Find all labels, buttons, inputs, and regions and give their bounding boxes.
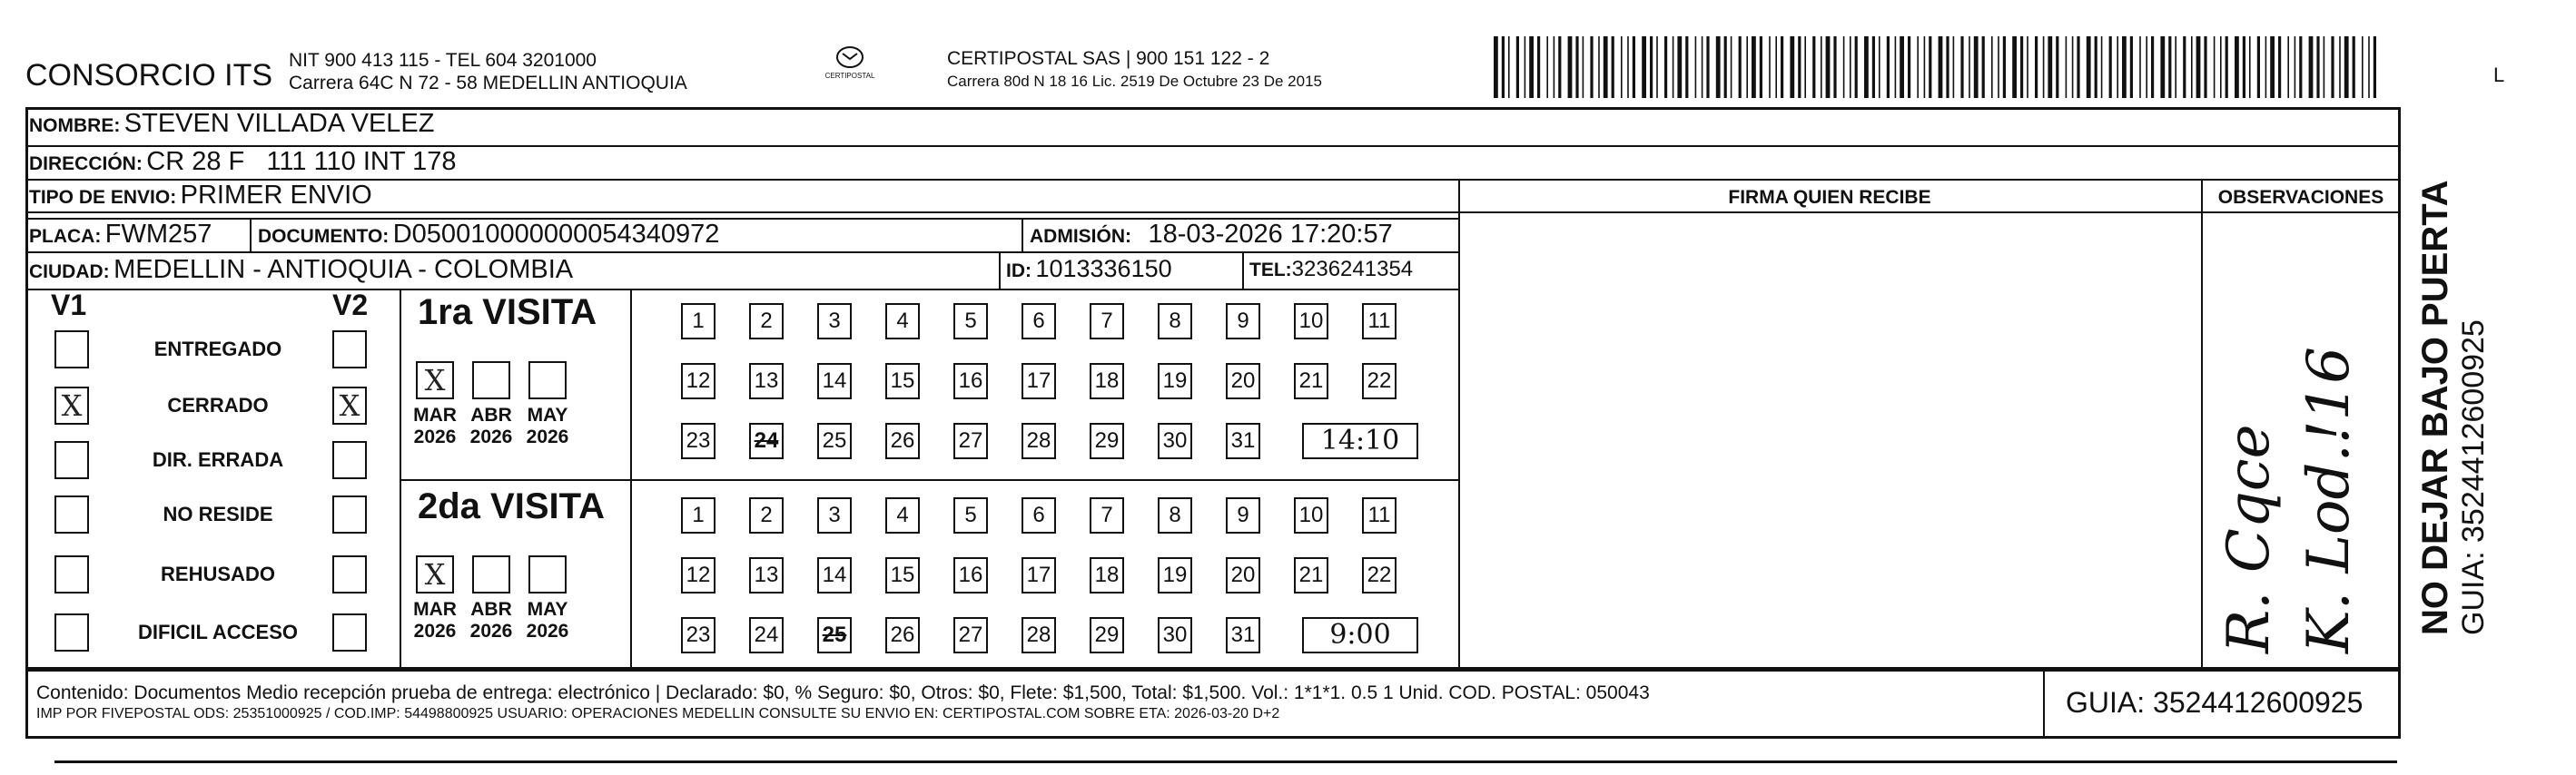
plate-label: PLACA: xyxy=(29,226,102,247)
barcode-bar xyxy=(1673,36,1674,98)
barcode-bar xyxy=(2043,36,2045,98)
barcode-bar xyxy=(1953,36,1955,98)
barcode-bar xyxy=(2035,36,2038,98)
barcode-bar xyxy=(1974,36,1979,98)
barcode-bar xyxy=(2077,36,2079,98)
day-box[interactable]: 29 xyxy=(1090,617,1124,653)
barcode-bar xyxy=(2048,36,2052,98)
barcode xyxy=(1494,36,2379,98)
day-box[interactable]: 15 xyxy=(885,363,920,399)
barcode-bar xyxy=(2160,36,2165,98)
shipment-type-label: TIPO DE ENVIO: xyxy=(29,187,177,208)
day-box[interactable]: 6 xyxy=(1022,497,1056,534)
day-box[interactable]: 14 xyxy=(817,363,852,399)
month-checkbox[interactable] xyxy=(528,555,567,594)
barcode-bar xyxy=(1685,36,1688,98)
logo-text: CERTIPOSTAL xyxy=(824,72,875,80)
recipient-name-row xyxy=(29,109,434,139)
barcode-bar xyxy=(1826,36,1831,98)
barcode-bar xyxy=(2220,36,2222,98)
day-box[interactable]: 24 xyxy=(749,617,784,653)
barcode-bar xyxy=(1695,36,1697,98)
day-box[interactable]: 18 xyxy=(1090,557,1124,594)
day-box[interactable]: 3 xyxy=(817,497,852,534)
barcode-bar xyxy=(2339,36,2341,98)
barcode-bar xyxy=(1529,36,1534,98)
address-row xyxy=(29,147,457,177)
city-field xyxy=(29,255,573,285)
address-label: DIRECCIÓN: xyxy=(29,153,143,174)
day-box[interactable]: 28 xyxy=(1022,423,1056,459)
day-box[interactable]: 10 xyxy=(1294,303,1328,339)
day-box[interactable]: 17 xyxy=(1022,363,1056,399)
day-box[interactable]: 15 xyxy=(885,557,920,594)
barcode-bar xyxy=(1929,36,1931,98)
tel-field xyxy=(1249,257,1413,282)
day-box[interactable]: 14 xyxy=(817,557,852,594)
barcode-bar xyxy=(2027,36,2028,98)
barcode-bar xyxy=(1781,36,1783,98)
company-address: Carrera 64C N 72 - 58 MEDELLIN ANTIOQUIA xyxy=(289,73,687,93)
barcode-bar xyxy=(1621,36,1623,98)
city-label: CIUDAD: xyxy=(29,261,110,282)
day-box[interactable]: 26 xyxy=(885,617,920,653)
month-name: MAR xyxy=(413,599,457,620)
day-box[interactable]: 17 xyxy=(1022,557,1056,594)
day-box[interactable]: 31 xyxy=(1226,617,1260,653)
day-box[interactable]: 12 xyxy=(681,363,716,399)
barcode-bar xyxy=(1554,36,1555,98)
barcode-bar xyxy=(2095,36,2097,98)
barcode-bar xyxy=(2235,36,2239,98)
barcode-bar xyxy=(1604,36,1608,98)
barcode-bar xyxy=(2344,36,2349,98)
v2-checkbox[interactable] xyxy=(332,555,367,594)
status-label: DIR. ERRADA xyxy=(152,448,284,471)
id-label: ID: xyxy=(1006,260,1031,281)
footer-guia: GUIA: 3524412600925 xyxy=(2066,686,2364,719)
month-label xyxy=(466,405,517,448)
day-box[interactable]: 9 xyxy=(1226,497,1260,534)
barcode-bar xyxy=(1982,36,1985,98)
admission-label: ADMISIÓN: xyxy=(1030,226,1131,247)
day-box[interactable]: 16 xyxy=(953,557,988,594)
barcode-bar xyxy=(2101,36,2103,98)
day-box[interactable]: 8 xyxy=(1158,497,1192,534)
barcode-bar xyxy=(1642,36,1646,98)
barcode-bar xyxy=(1546,36,1548,98)
barcode-bar xyxy=(1900,36,1904,98)
barcode-bar xyxy=(1879,36,1880,98)
month-year: 2026 xyxy=(469,427,513,447)
side-guia: GUIA: 3524412600925 xyxy=(2456,319,2491,635)
address-value: CR 28 F 111 110 INT 178 xyxy=(146,147,457,176)
month-name: MAY xyxy=(527,599,568,620)
barcode-bar xyxy=(1821,36,1822,98)
barcode-bar xyxy=(1516,36,1519,98)
barcode-bar xyxy=(1850,36,1851,98)
admission-field xyxy=(1030,220,1393,250)
day-box[interactable]: 11 xyxy=(1362,497,1397,534)
status-label: CERRADO xyxy=(167,394,269,417)
day-box[interactable]: 27 xyxy=(953,423,988,459)
barcode-bar xyxy=(2265,36,2267,98)
barcode-bar xyxy=(2130,36,2133,98)
barcode-bar xyxy=(1908,36,1910,98)
day-box[interactable]: 21 xyxy=(1294,363,1328,399)
day-box[interactable]: 22 xyxy=(1362,363,1397,399)
barcode-bar xyxy=(1724,36,1727,98)
barcode-bar xyxy=(2003,36,2006,98)
barcode-bar xyxy=(2353,36,2355,98)
barcode-bar xyxy=(2257,36,2260,98)
id-field xyxy=(1006,255,1172,283)
tel-value: 3236241354 xyxy=(1291,257,1414,281)
day-box[interactable]: 3 xyxy=(817,303,852,339)
admission-value: 18-03-2026 17:20:57 xyxy=(1148,220,1393,249)
visit-title: 1ra VISITA xyxy=(418,292,597,332)
day-box[interactable]: 9 xyxy=(1226,303,1260,339)
observations-header: OBSERVACIONES xyxy=(2217,187,2384,208)
barcode-bar xyxy=(2139,36,2141,98)
barcode-bar xyxy=(2204,36,2206,98)
barcode-bar xyxy=(1702,36,1703,98)
v2-checkbox[interactable] xyxy=(332,613,367,652)
v1-checkbox[interactable] xyxy=(54,495,89,534)
barcode-bar xyxy=(2368,36,2370,98)
barcode-bar xyxy=(1746,36,1748,98)
barcode-bar xyxy=(2191,36,2193,98)
barcode-bar xyxy=(1798,36,1801,98)
barcode-bar xyxy=(2249,36,2251,98)
barcode-bar xyxy=(2146,36,2147,98)
day-box[interactable]: 10 xyxy=(1294,497,1328,534)
handwritten-observation-1: R. Cqce xyxy=(2216,424,2283,653)
barcode-bar xyxy=(2012,36,2017,98)
barcode-bar xyxy=(1924,36,1926,98)
day-box[interactable]: 23 xyxy=(681,617,716,653)
company-contact xyxy=(289,49,687,94)
day-box[interactable]: 2 xyxy=(749,497,784,534)
v2-checkbox[interactable] xyxy=(332,495,367,534)
month-label xyxy=(410,599,460,643)
day-box[interactable]: 2 xyxy=(749,303,784,339)
month-name: ABR xyxy=(470,405,512,426)
barcode-bar xyxy=(2183,36,2186,98)
barcode-bar xyxy=(1525,36,1526,98)
day-box[interactable]: 4 xyxy=(885,497,920,534)
barcode-bar xyxy=(1568,36,1573,98)
city-value: MEDELLIN - ANTIOQUIA - COLOMBIA xyxy=(114,255,574,284)
barcode-bar xyxy=(1960,36,1963,98)
day-box[interactable]: 1 xyxy=(681,497,716,534)
barcode-bar xyxy=(1939,36,1943,98)
visit-time[interactable]: 9:00 xyxy=(1302,617,1418,653)
barcode-bar xyxy=(1769,36,1771,98)
day-box[interactable]: 7 xyxy=(1090,497,1124,534)
day-box[interactable]: 20 xyxy=(1226,363,1260,399)
month-label xyxy=(522,405,573,448)
v1-checkbox[interactable] xyxy=(54,613,89,652)
barcode-bar xyxy=(1872,36,1875,98)
status-label: NO RESIDE xyxy=(163,503,273,525)
month-year: 2026 xyxy=(469,621,513,642)
month-year: 2026 xyxy=(413,427,457,447)
barcode-bar xyxy=(1804,36,1806,98)
day-box[interactable]: 7 xyxy=(1090,303,1124,339)
status-label: DIFICIL ACCESO xyxy=(137,621,298,643)
barcode-bar xyxy=(1583,36,1584,98)
status-label: REHUSADO xyxy=(161,563,275,585)
barcode-bar xyxy=(1677,36,1682,98)
barcode-bar xyxy=(1812,36,1815,98)
barcode-bar xyxy=(2295,36,2296,98)
barcode-bar xyxy=(2362,36,2364,98)
month-year: 2026 xyxy=(526,621,569,642)
certipostal-info xyxy=(947,47,1322,93)
day-box[interactable]: 31 xyxy=(1226,423,1260,459)
day-box[interactable]: 20 xyxy=(1226,557,1260,594)
barcode-bar xyxy=(1706,36,1709,98)
barcode-bar xyxy=(1991,36,1993,98)
status-label: ENTREGADO xyxy=(153,338,282,360)
day-box[interactable]: 11 xyxy=(1362,303,1397,339)
barcode-bar xyxy=(2243,36,2245,98)
barcode-bar xyxy=(2175,36,2176,98)
shipment-type-row xyxy=(29,181,372,211)
recipient-name: STEVEN VILLADA VELEZ xyxy=(123,109,435,138)
day-box[interactable]: 25 xyxy=(817,617,852,653)
month-name: MAR xyxy=(413,405,457,426)
month-label xyxy=(522,599,573,643)
barcode-bar xyxy=(2270,36,2275,98)
barcode-bar xyxy=(2020,36,2023,98)
barcode-bar xyxy=(1650,36,1653,98)
envelope-icon xyxy=(834,45,865,69)
day-box[interactable]: 8 xyxy=(1158,303,1192,339)
day-box[interactable]: 22 xyxy=(1362,557,1397,594)
barcode-bar xyxy=(1612,36,1614,98)
day-box[interactable]: 21 xyxy=(1294,557,1328,594)
plate-value: FWM257 xyxy=(104,220,212,249)
day-box[interactable]: 6 xyxy=(1022,303,1056,339)
barcode-bar xyxy=(2299,36,2302,98)
barcode-bar xyxy=(1627,36,1629,98)
company-name: CONSORCIO ITS xyxy=(25,58,273,93)
barcode-bar xyxy=(1998,36,1999,98)
barcode-bar xyxy=(1843,36,1845,98)
barcode-bar xyxy=(2331,36,2334,98)
day-box[interactable]: 27 xyxy=(953,617,988,653)
v2-checkbox[interactable] xyxy=(332,330,367,368)
day-box[interactable]: 28 xyxy=(1022,617,1056,653)
barcode-bar xyxy=(1502,36,1505,98)
document-value: D050010000000054340972 xyxy=(392,220,720,249)
barcode-bar xyxy=(1598,36,1600,98)
id-value: 1013336150 xyxy=(1035,255,1172,282)
month-label xyxy=(466,599,517,643)
barcode-bar xyxy=(1633,36,1635,98)
barcode-bar xyxy=(1887,36,1890,98)
document-field xyxy=(258,220,719,250)
month-checkbox[interactable] xyxy=(472,555,510,594)
barcode-bar xyxy=(1664,36,1667,98)
day-box[interactable]: 4 xyxy=(885,303,920,339)
day-box[interactable]: 30 xyxy=(1158,423,1192,459)
day-box[interactable]: 30 xyxy=(1158,617,1192,653)
day-box[interactable]: 13 xyxy=(749,557,784,594)
barcode-bar xyxy=(2278,36,2281,98)
v2-checkbox[interactable] xyxy=(332,441,367,479)
recipient-name-label: NOMBRE: xyxy=(29,115,121,136)
month-checkbox[interactable]: X xyxy=(416,361,454,399)
day-box[interactable]: 24 xyxy=(749,423,784,459)
barcode-bar xyxy=(2287,36,2289,98)
month-name: MAY xyxy=(527,405,568,426)
barcode-bar xyxy=(1946,36,1949,98)
barcode-bar xyxy=(1494,36,1498,98)
certipostal-logo xyxy=(823,45,877,81)
v1-checkbox[interactable] xyxy=(54,555,89,594)
footer-content: Contenido: Documentos Medio recepción prueba de entrega: electrónico | Declarado: $0, % Seguro: $0, Otros: $0, Flete: $1,500, Total: $1,500. Vol.: 1*1*1. 0.5 1 Unid. COD. POSTAL: 050043 xyxy=(36,682,1650,703)
certipostal-line: CERTIPOSTAL SAS | 900 151 122 - 2 xyxy=(947,48,1270,69)
day-box[interactable]: 29 xyxy=(1090,423,1124,459)
day-box[interactable]: 16 xyxy=(953,363,988,399)
day-box[interactable]: 25 xyxy=(817,423,852,459)
barcode-bar xyxy=(2374,36,2376,98)
barcode-bar xyxy=(1590,36,1593,98)
barcode-bar xyxy=(1775,36,1777,98)
barcode-bar xyxy=(2122,36,2127,98)
plate-field xyxy=(29,220,212,250)
v1-checkbox[interactable] xyxy=(54,441,89,479)
side-notice xyxy=(2415,180,2492,635)
barcode-bar xyxy=(1790,36,1794,98)
barcode-bar xyxy=(1558,36,1561,98)
barcode-bar xyxy=(1508,36,1510,98)
barcode-bar xyxy=(2066,36,2068,98)
v2-header: V2 xyxy=(332,289,369,321)
barcode-bar xyxy=(2109,36,2112,98)
tel-label: TEL: xyxy=(1249,260,1292,280)
barcode-bar xyxy=(1731,36,1732,98)
barcode-bar xyxy=(2316,36,2319,98)
day-box[interactable]: 5 xyxy=(953,303,988,339)
month-name: ABR xyxy=(470,599,512,620)
barcode-bar xyxy=(2226,36,2228,98)
barcode-bar xyxy=(2196,36,2201,98)
barcode-bar xyxy=(2151,36,2154,98)
v2-checkbox[interactable]: X xyxy=(332,387,367,425)
visit-time[interactable]: 14:10 xyxy=(1302,423,1418,459)
barcode-bar xyxy=(2072,36,2074,98)
corner-mark: L xyxy=(2493,64,2505,86)
barcode-bar xyxy=(1575,36,1578,98)
barcode-bar xyxy=(1760,36,1762,98)
day-box[interactable]: 13 xyxy=(749,363,784,399)
no-dejar-bajo-puerta: NO DEJAR BAJO PUERTA xyxy=(2415,180,2455,635)
day-box[interactable]: 19 xyxy=(1158,363,1192,399)
day-box[interactable]: 19 xyxy=(1158,557,1192,594)
v1-header: V1 xyxy=(51,289,87,321)
handwritten-observation-2: K. Lod.!16 xyxy=(2295,347,2363,653)
month-year: 2026 xyxy=(526,427,569,447)
barcode-bar xyxy=(2056,36,2058,98)
day-box[interactable]: 23 xyxy=(681,423,716,459)
barcode-bar xyxy=(1855,36,1858,98)
day-box[interactable]: 26 xyxy=(885,423,920,459)
document-label: DOCUMENTO: xyxy=(258,226,390,247)
footer-print-info: IMP POR FIVEPOSTAL ODS: 25351000925 / COD.IMP: 54498800925 USUARIO: OPERACIONES MEDELLIN CONSULTE SU ENVIO EN: CERTIPOSTAL.COM SOBRE ETA: 2026-03-20 D+2 xyxy=(36,706,1280,721)
barcode-bar xyxy=(2324,36,2325,98)
barcode-bar xyxy=(1969,36,1970,98)
barcode-bar xyxy=(1656,36,1658,98)
barcode-bar xyxy=(2087,36,2091,98)
barcode-bar xyxy=(1895,36,1897,98)
shipment-type: PRIMER ENVIO xyxy=(180,181,372,210)
barcode-bar xyxy=(1739,36,1742,98)
barcode-bar xyxy=(2214,36,2216,98)
signature-header: FIRMA QUIEN RECIBE xyxy=(1728,187,1931,208)
month-checkbox[interactable] xyxy=(528,361,567,399)
visit-title: 2da VISITA xyxy=(418,486,605,526)
barcode-bar xyxy=(1833,36,1836,98)
v1-checkbox[interactable]: X xyxy=(54,387,89,425)
company-nit: NIT 900 413 115 - TEL 604 3201000 xyxy=(289,50,597,71)
month-checkbox[interactable] xyxy=(472,361,510,399)
v1-checkbox[interactable] xyxy=(54,330,89,368)
certipostal-license: Carrera 80d N 18 16 Lic. 2519 De Octubre 23 De 2015 xyxy=(947,73,1322,90)
barcode-bar xyxy=(1716,36,1721,98)
month-year: 2026 xyxy=(413,621,457,642)
day-box[interactable]: 5 xyxy=(953,497,988,534)
barcode-bar xyxy=(1864,36,1869,98)
barcode-bar xyxy=(1917,36,1919,98)
barcode-bar xyxy=(1752,36,1756,98)
day-box[interactable]: 18 xyxy=(1090,363,1124,399)
barcode-bar xyxy=(2309,36,2314,98)
barcode-bar xyxy=(2168,36,2171,98)
month-label xyxy=(410,405,460,448)
day-box[interactable]: 1 xyxy=(681,303,716,339)
barcode-bar xyxy=(1537,36,1540,98)
day-box[interactable]: 12 xyxy=(681,557,716,594)
barcode-bar xyxy=(2117,36,2118,98)
month-checkbox[interactable]: X xyxy=(416,555,454,594)
